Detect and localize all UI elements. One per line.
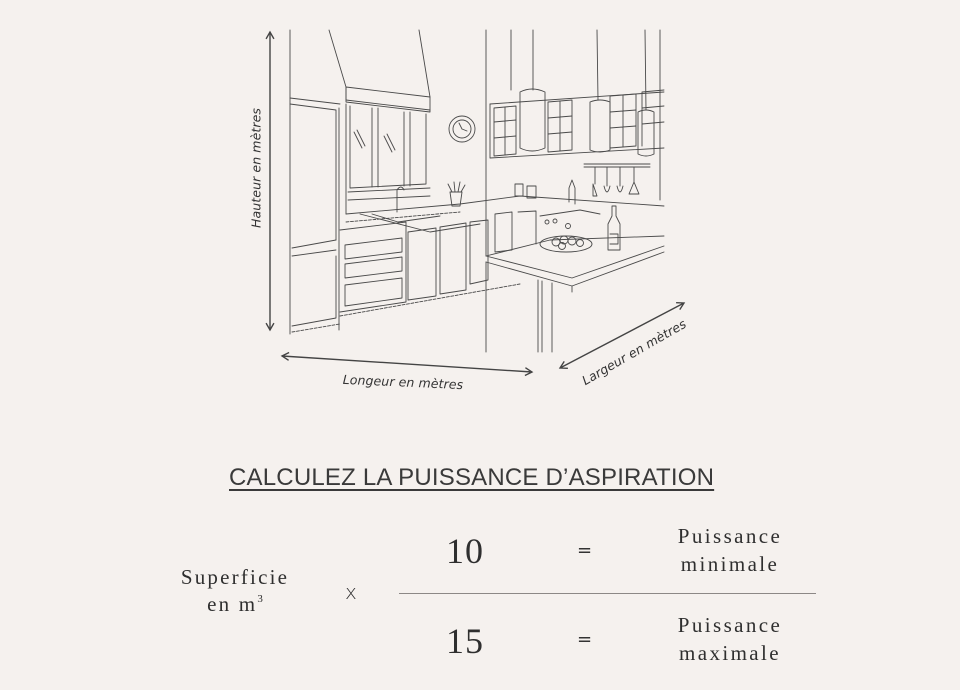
max-result-line2: maximale — [678, 641, 781, 665]
max-equals-sign: = — [577, 629, 593, 650]
min-result-line1: Puissance — [677, 524, 783, 548]
min-factor: 10 — [446, 531, 484, 571]
calculator-title: CALCULEZ LA PUISSANCE D’ASPIRATION — [229, 464, 715, 491]
min-equals-sign: = — [577, 540, 593, 561]
max-power-result — [655, 611, 805, 667]
max-result-line1: Puissance — [677, 613, 783, 637]
max-factor: 15 — [446, 621, 484, 661]
cubic-superscript: 3 — [257, 593, 263, 605]
surface-input-label — [160, 566, 310, 615]
multiply-operator: x — [345, 580, 357, 604]
length-dimension-label: Longeur en mètres — [342, 371, 464, 393]
width-dimension-label: Largeur en mètres — [579, 316, 689, 388]
surface-label-line2: en m — [207, 592, 258, 616]
surface-label-line1: Superficie — [180, 565, 290, 589]
min-result-line2: minimale — [680, 552, 780, 576]
height-dimension-label: Hauteur en mètres — [248, 107, 264, 229]
row-divider — [399, 593, 816, 594]
min-power-result — [655, 522, 805, 578]
